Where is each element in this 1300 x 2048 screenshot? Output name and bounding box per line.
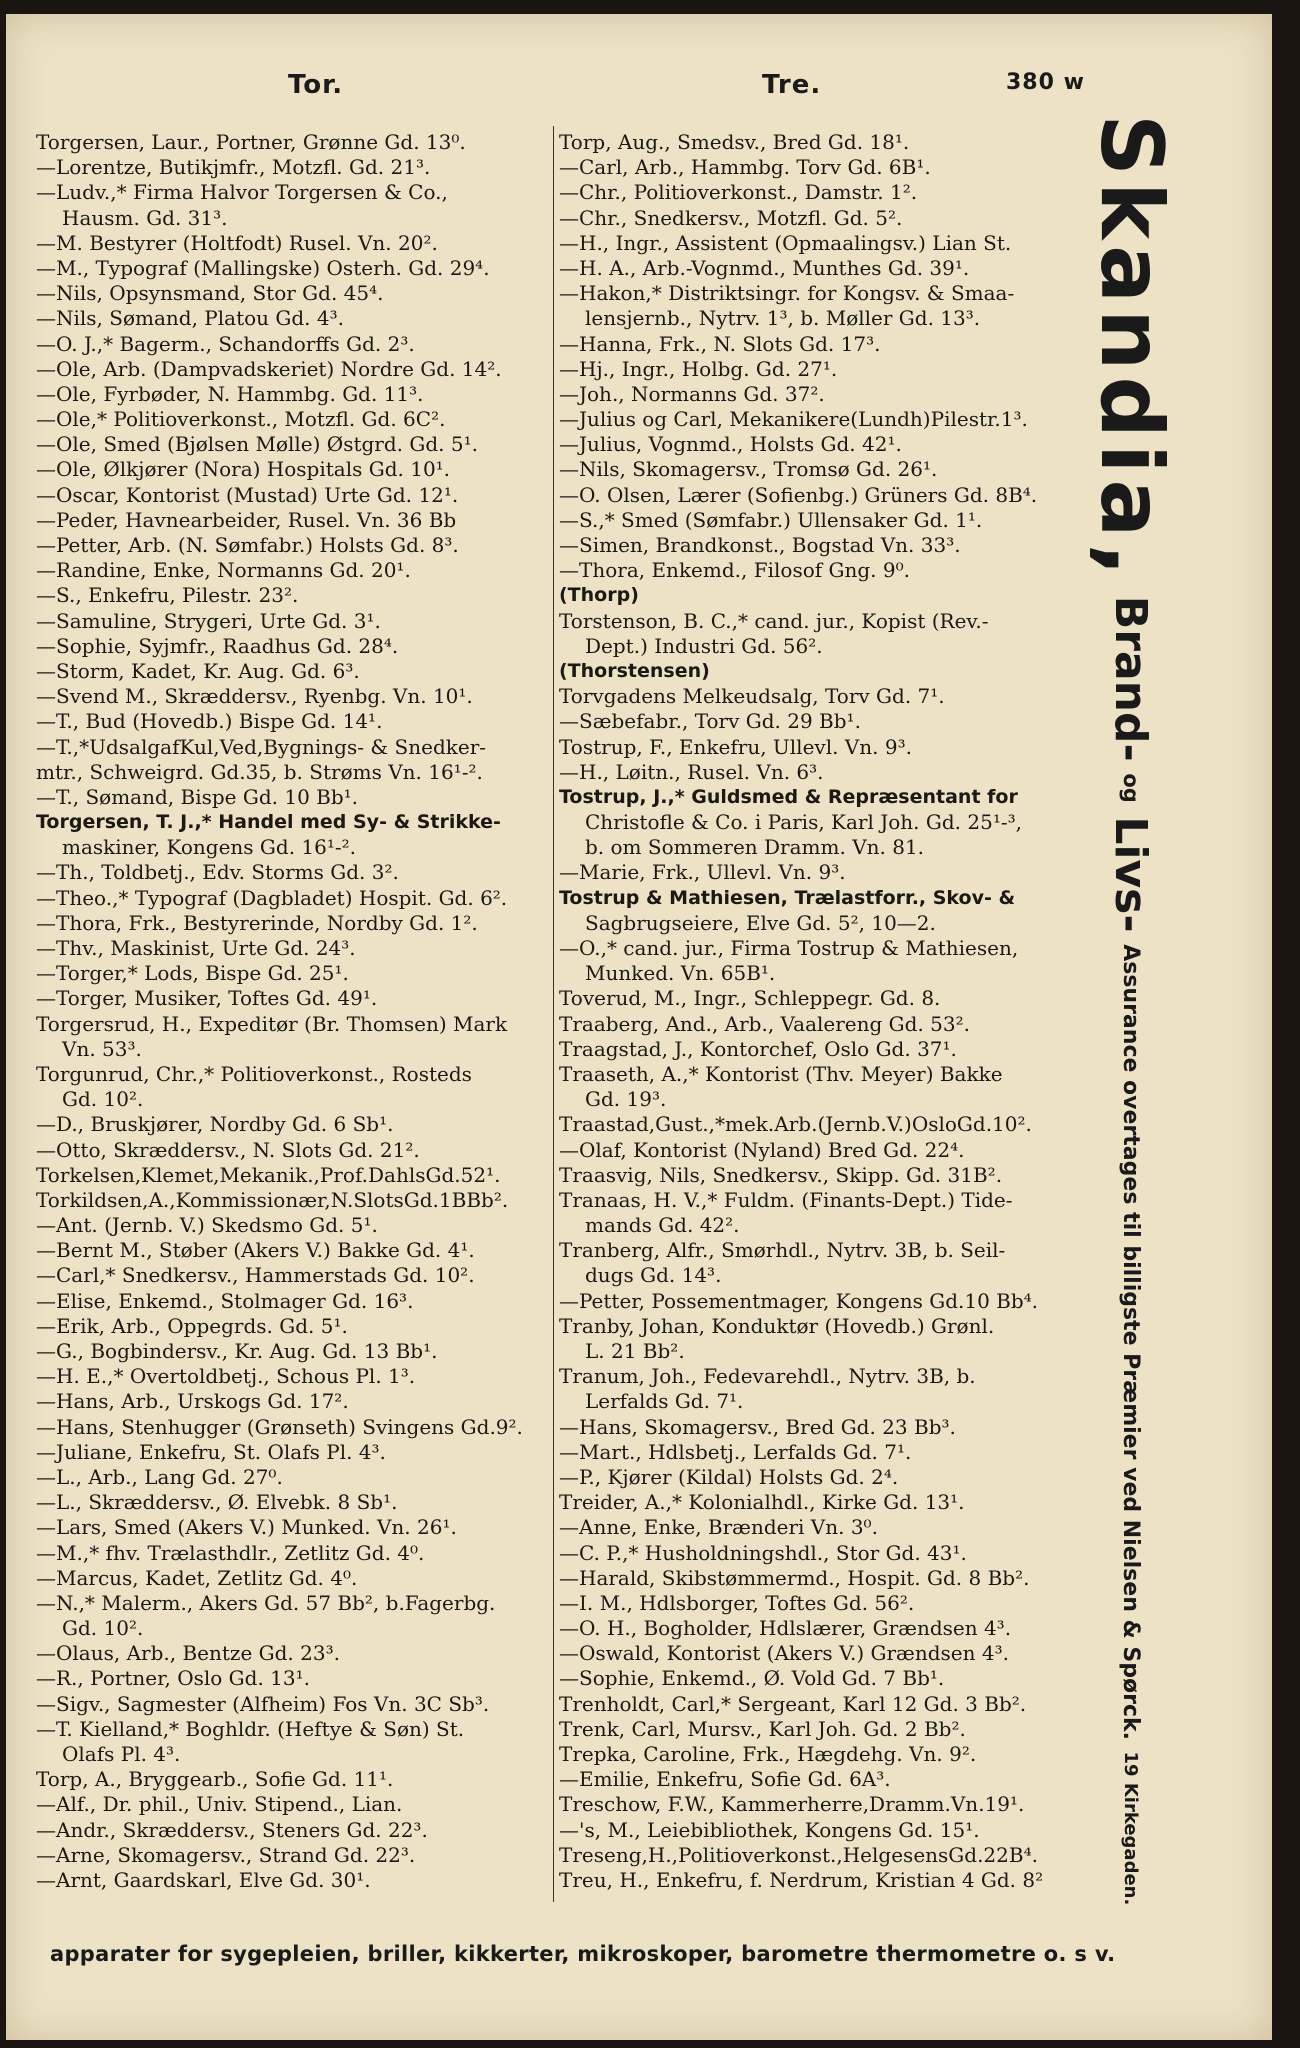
directory-entry-line: —Mart., Hdlsbetj., Lerfalds Gd. 7¹. <box>559 1439 912 1464</box>
directory-entry-line: Treschow, F.W., Kammerherre,Dramm.Vn.19¹. <box>559 1792 1025 1817</box>
directory-page <box>6 14 1272 2040</box>
directory-entry-line: Torkelsen,Klemet,Mekanik.,Prof.DahlsGd.52¹. <box>36 1162 501 1187</box>
directory-entry-line: Traastad,Gust.,*mek.Arb.(Jernb.V.)OsloGd.10². <box>559 1112 1032 1137</box>
directory-entry-line: —T., Bud (Hovedb.) Bispe Gd. 14¹. <box>36 709 383 734</box>
directory-entry-line: Trenholdt, Carl,* Sergeant, Karl 12 Gd. 3 Bb². <box>559 1691 1027 1716</box>
directory-entry-line: —Arne, Skomagersv., Strand Gd. 22³. <box>36 1842 416 1867</box>
directory-entry-line: —Theo.,* Typograf (Dagbladet) Hospit. Gd. 6². <box>36 885 508 910</box>
right-column <box>559 130 1081 1893</box>
directory-entry-line: —C. P.,* Husholdningshdl., Stor Gd. 43¹. <box>559 1540 967 1565</box>
directory-entry-line: —Peder, Havnearbeider, Rusel. Vn. 36 Bb <box>36 507 457 532</box>
directory-entry-line: —T.,*UdsalgafKul,Ved,Bygnings- & Snedker- <box>36 734 487 759</box>
directory-entry-line: Tranaas, H. V.,* Fuldm. (Finants-Dept.) Tide- <box>559 1187 1013 1212</box>
directory-entry-line: —Hans, Stenhugger (Grønseth) Svingens Gd.9². <box>36 1414 523 1439</box>
directory-entry-line: —Thora, Frk., Bestyrerinde, Nordby Gd. 1². <box>36 910 478 935</box>
directory-entry-line: —Oswald, Kontorist (Akers V.) Grændsen 4³. <box>559 1641 1009 1666</box>
directory-entry-line: Christofle & Co. i Paris, Karl Joh. Gd. 25¹-³, <box>585 810 1022 835</box>
directory-entry-line: —Samuline, Strygeri, Urte Gd. 3¹. <box>36 608 381 633</box>
directory-entry-line: —Marcus, Kadet, Zetlitz Gd. 4⁰. <box>36 1565 358 1590</box>
directory-entry-line: —Th., Toldbetj., Edv. Storms Gd. 3². <box>36 860 399 885</box>
directory-entry-line: —Petter, Arb. (N. Sømfabr.) Holsts Gd. 8³. <box>36 533 459 557</box>
directory-entry-line: Torgunrud, Chr.,* Politioverkonst., Rosteds <box>36 1061 472 1086</box>
page-number: 380 w <box>1006 70 1085 95</box>
directory-entry-line: —M. Bestyrer (Holtfodt) Rusel. Vn. 20². <box>36 230 438 255</box>
directory-entry-line: Torvgadens Melkeudsalg, Torv Gd. 7¹. <box>559 684 945 709</box>
directory-entry-line: Torp, A., Bryggearb., Sofie Gd. 11¹. <box>36 1767 394 1792</box>
directory-entry-line: Trepka, Caroline, Frk., Hægdehg. Vn. 9². <box>559 1742 977 1766</box>
directory-entry-line: —Anne, Enke, Brænderi Vn. 3⁰. <box>559 1515 878 1540</box>
directory-entry-line: —Harald, Skibstømmermd., Hospit. Gd. 8 Bb². <box>559 1565 1030 1590</box>
directory-entry-line: —Chr., Politioverkonst., Damstr. 1². <box>559 180 918 205</box>
directory-entry-line: —Lorentze, Butikjmfr., Motzfl. Gd. 21³. <box>36 155 431 180</box>
directory-entry-line: —S.,* Smed (Sømfabr.) Ullensaker Gd. 1¹. <box>559 507 983 532</box>
column-divider <box>553 126 554 1902</box>
directory-entry-line: —Thora, Enkemd., Filosof Gng. 9⁰. <box>559 558 910 583</box>
directory-entry-line: —G., Bogbindersv., Kr. Aug. Gd. 13 Bb¹. <box>36 1339 438 1363</box>
directory-entry-line: —H., Løitn., Rusel. Vn. 6³. <box>559 759 824 784</box>
ad-text: Assurance overtages til billigste Præmier ved Nielsen & Spørck. <box>1118 944 1144 1740</box>
directory-entry-line: Olafs Pl. 4³. <box>62 1742 181 1766</box>
directory-entry-line: —Juliane, Enkefru, St. Olafs Pl. 4³. <box>36 1439 386 1464</box>
directory-entry-line: —Torger, Musiker, Toftes Gd. 49¹. <box>36 986 378 1011</box>
directory-entry-line: —Carl,* Snedkersv., Hammerstads Gd. 10². <box>36 1263 475 1288</box>
directory-entry-line: Traaberg, And., Arb., Vaalereng Gd. 53². <box>559 1011 970 1036</box>
directory-entry-line: —T. Kielland,* Boghldr. (Heftye & Søn) St. <box>36 1716 465 1741</box>
directory-entry-line: —Ole,* Politioverkonst., Motzfl. Gd. 6C². <box>36 407 446 432</box>
directory-entry-line: —Bernt M., Støber (Akers V.) Bakke Gd. 4¹. <box>36 1238 475 1263</box>
directory-entry-line: —Ant. (Jernb. V.) Skedsmo Gd. 5¹. <box>36 1213 378 1238</box>
directory-entry-line: Vn. 53³. <box>62 1036 142 1061</box>
directory-entry-line: Tostrup & Mathiesen, Trælastforr., Skov- & <box>559 886 1016 909</box>
directory-entry-line: Dept.) Industri Gd. 56². <box>585 633 823 658</box>
directory-entry-line: —Ludv.,* Firma Halvor Torgersen & Co., <box>36 180 448 205</box>
directory-entry-line: —Hans, Arb., Urskogs Gd. 17². <box>36 1389 349 1414</box>
directory-entry-line: —Erik, Arb., Oppegrds. Gd. 5¹. <box>36 1313 348 1338</box>
directory-entry-line: —Sæbefabr., Torv Gd. 29 Bb¹. <box>559 709 861 734</box>
directory-entry-line: —Randine, Enke, Normanns Gd. 20¹. <box>36 558 411 583</box>
directory-entry-line: —H. E.,* Overtoldbetj., Schous Pl. 1³. <box>36 1364 416 1389</box>
directory-entry-line: —Svend M., Skræddersv., Ryenbg. Vn. 10¹. <box>36 684 473 709</box>
directory-entry-line: dugs Gd. 14³. <box>585 1263 722 1288</box>
directory-entry-line: —P., Kjører (Kildal) Holsts Gd. 2⁴. <box>559 1464 899 1489</box>
directory-entry-line: —Sophie, Enkemd., Ø. Vold Gd. 7 Bb¹. <box>559 1666 945 1691</box>
directory-entry-line: —Oscar, Kontorist (Mustad) Urte Gd. 12¹. <box>36 482 459 507</box>
directory-entry-line: Torstenson, B. C.,* cand. jur., Kopist (Rev.- <box>559 608 989 633</box>
directory-entry-line: —Sophie, Syjmfr., Raadhus Gd. 28⁴. <box>36 633 399 658</box>
directory-entry-line: —Olaf, Kontorist (Nyland) Bred Gd. 22⁴. <box>559 1137 965 1162</box>
directory-entry-line: mands Gd. 42². <box>585 1213 740 1238</box>
directory-entry-line: Gd. 10². <box>62 1616 144 1641</box>
directory-entry-line: —O. Olsen, Lærer (Sofienbg.) Grüners Gd. 8B⁴. <box>559 482 1038 507</box>
directory-entry-line: —O. H., Bogholder, Hdlslærer, Grændsen 4³. <box>559 1616 1012 1641</box>
directory-entry-line: —Nils, Skomagersv., Tromsø Gd. 26¹. <box>559 457 938 482</box>
directory-entry-line: —O. J.,* Bagerm., Schandorffs Gd. 2³. <box>36 331 415 356</box>
directory-entry-line: L. 21 Bb². <box>585 1339 685 1363</box>
directory-entry-line: —Simen, Brandkonst., Bogstad Vn. 33³. <box>559 533 961 557</box>
directory-entry-line: —Hans, Skomagersv., Bred Gd. 23 Bb³. <box>559 1414 956 1439</box>
directory-entry-line: Torp, Aug., Smedsv., Bred Gd. 18¹. <box>559 130 910 154</box>
directory-entry-line: —T., Sømand, Bispe Gd. 10 Bb¹. <box>36 784 359 809</box>
directory-entry-line: —Torger,* Lods, Bispe Gd. 25¹. <box>36 961 349 986</box>
directory-entry-line: —Emilie, Enkefru, Sofie Gd. 6A³. <box>559 1767 891 1792</box>
directory-entry-line: —D., Bruskjører, Nordby Gd. 6 Sb¹. <box>36 1112 394 1137</box>
directory-entry-line: Tostrup, F., Enkefru, Ullevl. Vn. 9³. <box>559 734 912 759</box>
directory-entry-line: Torgersen, Laur., Portner, Grønne Gd. 13⁰. <box>36 130 466 154</box>
ad-og: og <box>1119 773 1143 803</box>
directory-entry-line: (Thorp) <box>559 584 639 607</box>
directory-entry-line: —L., Arb., Lang Gd. 27⁰. <box>36 1464 283 1489</box>
directory-entry-line: —Joh., Normanns Gd. 37². <box>559 381 825 406</box>
directory-entry-line: maskiner, Kongens Gd. 16¹-². <box>62 835 357 860</box>
directory-entry-line: —Hanna, Frk., N. Slots Gd. 17³. <box>559 331 881 356</box>
directory-entry-line: —N.,* Malerm., Akers Gd. 57 Bb², b.Fagerbg. <box>36 1590 496 1615</box>
directory-entry-line: Traagstad, J., Kontorchef, Oslo Gd. 37¹. <box>559 1036 957 1061</box>
ad-brand: Skandia, <box>1081 114 1181 583</box>
directory-entry-line: —Storm, Kadet, Kr. Aug. Gd. 6³. <box>36 658 360 683</box>
directory-entry-line: b. om Sommeren Dramm. Vn. 81. <box>585 835 925 860</box>
directory-entry-line: Sagbrugseiere, Elve Gd. 5², 10—2. <box>585 910 936 935</box>
directory-entry-line: Tostrup, J.,* Guldsmed & Repræsentant for <box>559 785 1018 808</box>
directory-entry-line: —Arnt, Gaardskarl, Elve Gd. 30¹. <box>36 1867 371 1892</box>
directory-entry-line: Torkildsen,A.,Kommissionær,N.SlotsGd.1BBb². <box>36 1187 509 1212</box>
directory-entry-line: —Ole, Arb. (Dampvadskeriet) Nordre Gd. 14². <box>36 356 502 381</box>
directory-entry-line: Toverud, M., Ingr., Schleppegr. Gd. 8. <box>559 986 941 1011</box>
directory-entry-line: —Olaus, Arb., Bentze Gd. 23³. <box>36 1641 340 1666</box>
directory-entry-line: —Alf., Dr. phil., Univ. Stipend., Lian. <box>36 1792 403 1817</box>
directory-entry-line: —Ole, Fyrbøder, N. Hammbg. Gd. 11³. <box>36 381 424 406</box>
directory-entry-line: lensjernb., Nytrv. 1³, b. Møller Gd. 13³. <box>585 306 981 331</box>
left-column <box>36 130 554 1893</box>
directory-entry-line: Tranberg, Alfr., Smørhdl., Nytrv. 3B, b. Seil- <box>559 1238 1006 1263</box>
directory-entry-line: —I. M., Hdlsborger, Toftes Gd. 56². <box>559 1590 915 1615</box>
ad-address: 19 Kirkegaden. <box>1120 1751 1142 1906</box>
directory-entry-line: —Marie, Frk., Ullevl. Vn. 9³. <box>559 860 846 885</box>
directory-entry-line: Hausm. Gd. 31³. <box>62 205 228 230</box>
directory-entry-line: Gd. 10². <box>62 1087 144 1112</box>
directory-entry-line: —R., Portner, Oslo Gd. 13¹. <box>36 1666 310 1691</box>
footer-advert: apparater for sygepleien, briller, kikkerter, mikroskoper, barometre thermometre o. s v. <box>50 1942 1116 1966</box>
directory-entry-line: —Ole, Ølkjører (Nora) Hospitals Gd. 10¹. <box>36 457 451 482</box>
directory-entry-line: —H. A., Arb.-Vognmd., Munthes Gd. 39¹. <box>559 255 970 280</box>
directory-entry-line: —Julius, Vognmd., Holsts Gd. 42¹. <box>559 432 902 457</box>
directory-entry-line: Treu, H., Enkefru, f. Nerdrum, Kristian 4 Gd. 8² <box>559 1867 1044 1892</box>
directory-entry-line: —Elise, Enkemd., Stolmager Gd. 16³. <box>36 1288 414 1313</box>
running-head-center: Tre. <box>762 70 822 100</box>
directory-entry-line: —Chr., Snedkersv., Motzfl. Gd. 5². <box>559 205 903 230</box>
directory-entry-line: —Carl, Arb., Hammbg. Torv Gd. 6B¹. <box>559 155 931 180</box>
directory-entry-line: Treseng,H.,Politioverkonst.,HelgesensGd.22B⁴. <box>559 1842 1038 1867</box>
directory-entry-line: —Hj., Ingr., Holbg. Gd. 27¹. <box>559 356 838 381</box>
directory-entry-line: —Ole, Smed (Bjølsen Mølle) Østgrd. Gd. 5¹. <box>36 432 478 457</box>
directory-entry-line: —M.,* fhv. Trælasthdlr., Zetlitz Gd. 4⁰. <box>36 1540 425 1565</box>
directory-entry-line: —L., Skræddersv., Ø. Elvebk. 8 Sb¹. <box>36 1490 398 1515</box>
directory-entry-line: —M., Typograf (Mallingske) Osterh. Gd. 29⁴. <box>36 255 490 280</box>
directory-entry-line: —Petter, Possementmager, Kongens Gd.10 Bb⁴. <box>559 1288 1039 1313</box>
directory-entry-line: —H., Ingr., Assistent (Opmaalingsv.) Lian St. <box>559 230 1012 255</box>
directory-entry-line: —Andr., Skræddersv., Steners Gd. 22³. <box>36 1817 428 1842</box>
directory-entry-line: mtr., Schweigrd. Gd.35, b. Strøms Vn. 16¹-². <box>36 759 483 784</box>
directory-entry-line: —Hakon,* Distriktsingr. for Kongsv. & Smaa- <box>559 281 1015 306</box>
directory-entry-line: —Nils, Opsynsmand, Stor Gd. 45⁴. <box>36 281 384 306</box>
directory-entry-line: Torgersen, T. J.,* Handel med Sy- & Strikke- <box>36 811 501 834</box>
directory-entry-line: —Thv., Maskinist, Urte Gd. 24³. <box>36 936 356 960</box>
ad-line1: Brand- <box>1105 595 1157 762</box>
directory-entry-line: —S., Enkefru, Pilestr. 23². <box>36 583 299 608</box>
directory-entry-line: Munked. Vn. 65B¹. <box>585 961 776 986</box>
ad-line2: Livs- <box>1105 816 1157 933</box>
directory-entry-line: Torgersrud, H., Expeditør (Br. Thomsen) Mark <box>36 1011 508 1036</box>
directory-entry-line: —Julius og Carl, Mekanikere(Lundh)Pilestr.1³. <box>559 407 1028 432</box>
directory-entry-line: Tranum, Joh., Fedevarehdl., Nytrv. 3B, b. <box>559 1364 976 1389</box>
directory-entry-line: Gd. 19³. <box>585 1087 667 1112</box>
directory-entry-line: Trenk, Carl, Mursv., Karl Joh. Gd. 2 Bb². <box>559 1716 966 1741</box>
directory-entry-line: Treider, A.,* Kolonialhdl., Kirke Gd. 13¹. <box>559 1490 965 1515</box>
directory-entry-line: Tranby, Johan, Konduktør (Hovedb.) Grønl. <box>559 1313 995 1338</box>
directory-entry-line: Traasvig, Nils, Snedkersv., Skipp. Gd. 31B². <box>559 1162 1003 1187</box>
directory-entry-line: —'s, M., Leiebibliothek, Kongens Gd. 15¹. <box>559 1817 980 1842</box>
directory-entry-line: —Lars, Smed (Akers V.) Munked. Vn. 26¹. <box>36 1515 457 1540</box>
directory-entry-line: Traaseth, A.,* Kontorist (Thv. Meyer) Bakke <box>559 1061 1003 1086</box>
directory-entry-line: Lerfalds Gd. 7¹. <box>585 1389 744 1414</box>
directory-entry-line: —O.,* cand. jur., Firma Tostrup & Mathiesen, <box>559 936 1019 960</box>
running-head-left: Tor. <box>288 70 344 100</box>
directory-entry-line: —Otto, Skræddersv., N. Slots Gd. 21². <box>36 1137 420 1162</box>
directory-entry-line: —Nils, Sømand, Platou Gd. 4³. <box>36 306 344 331</box>
directory-entry-line: (Thorstensen) <box>559 659 710 682</box>
directory-entry-line: —Sigv., Sagmester (Alfheim) Fos Vn. 3C Sb³. <box>36 1691 490 1716</box>
